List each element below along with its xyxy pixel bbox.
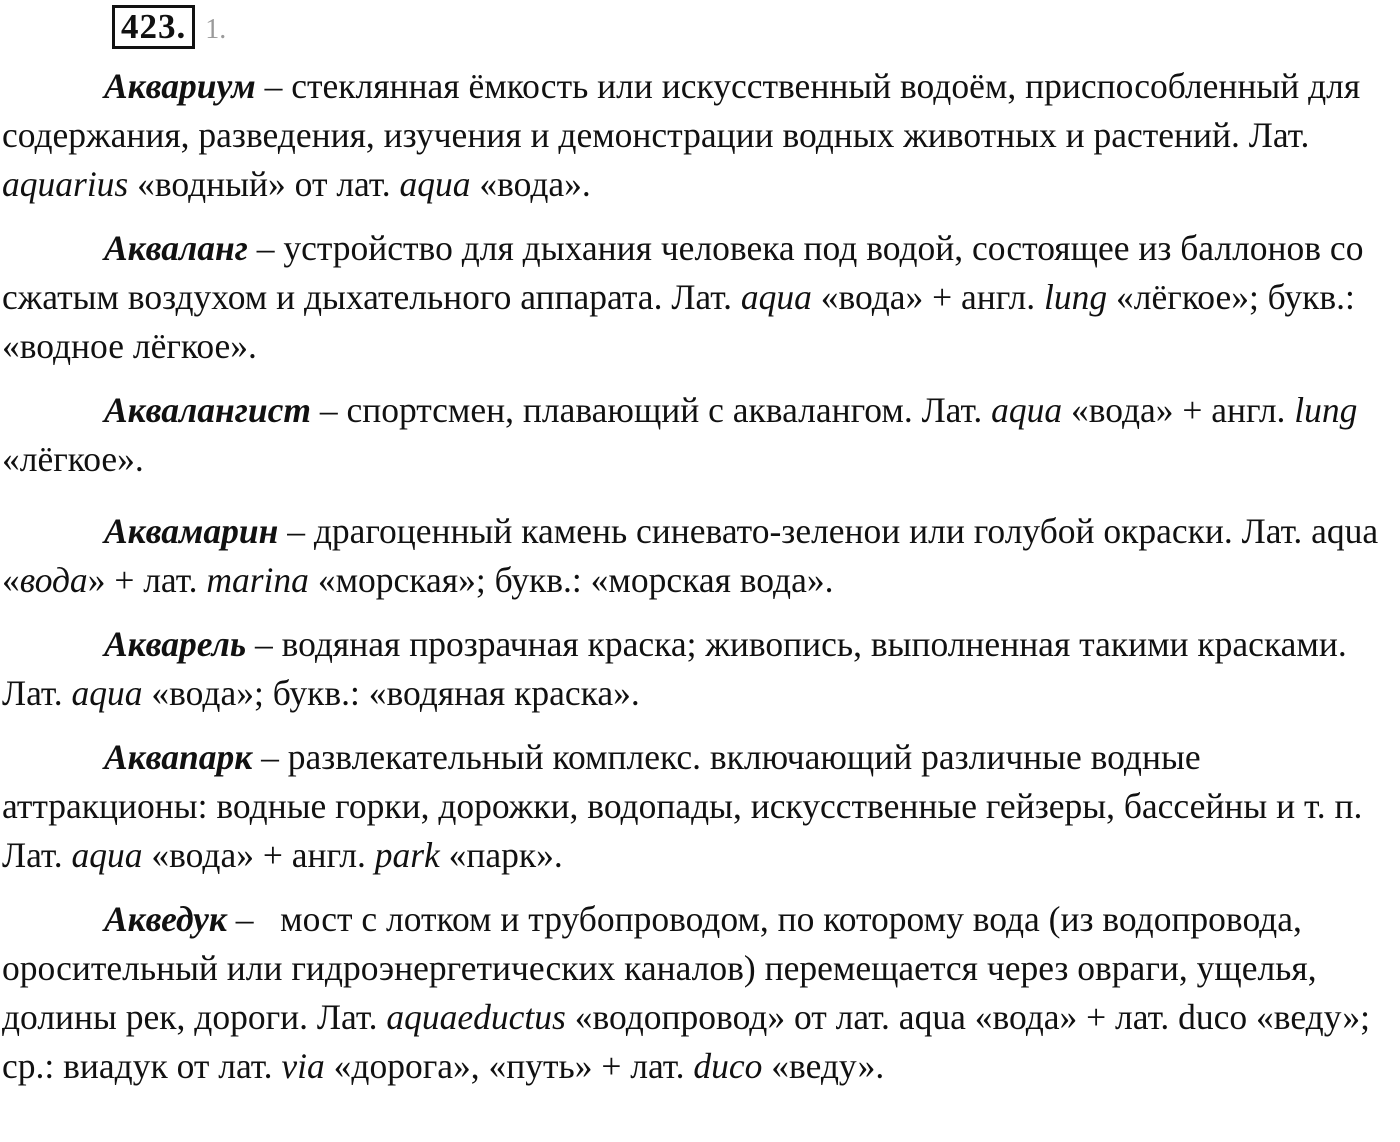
exercise-subnumber: 1. [205,14,227,45]
exercise-header [112,4,226,50]
entry-term: Акведук [104,899,227,939]
exercise-number: 423. [112,5,195,49]
entry-akveduk: Акведук – мост с лотком и трубопроводом, по которому вода (из водопровода, оросительный или гидроэнергетических каналов) перемещается через овраги, ущелья, долины рек, дороги. Лат. aquaeductus «водопровод» от лат. aqua «вода» + лат. duco «веду»; ср.: виадук от лат. via «дорога», «путь» + лат. duco «веду». [2,899,1370,1086]
entry-akvamarin: Аквамарин – драгоценный камень синевато-зеленои или голубой окраски. Лат. aqua «вода» + лат. marina «морская»; букв.: «морская вода». [2,511,1379,600]
dictionary-entries [2,62,1398,1091]
entry-term: Аквалангист [104,390,311,430]
entry-term: Аквариум [104,66,256,106]
entry-term: Аквамарин [104,511,279,551]
entry-term: Акваланг [104,228,248,268]
entry-akvapark: Аквапарк – развлекательный комплекс. включающий различные водные аттракционы: водные горки, дорожки, водопады, искусственные гейзеры, бассейны и т. п. Лат. aqua «вода» + англ. park «парк». [2,737,1363,875]
entry-akvarium: Аквариум – стеклянная ёмкость или искусственный водоём, приспособленный для содержания, разведения, изучения и демонстрации водных животных и растений. Лат. aquarius «водный» от лат. aqua «вода». [2,66,1361,204]
entry-akvalang: Акваланг – устройство для дыхания человека под водой, состоящее из баллонов со сжатым воздухом и дыхательного аппарата. Лат. aqua «вода» + англ. lung «лёгкое»; букв.: «водное лёгкое». [2,228,1364,366]
entry-akvarel: Акварель – водяная прозрачная краска; живопись, выполненная такими красками. Лат. aqua «вода»; букв.: «водяная краска». [2,624,1347,713]
entry-akvalangist: Аквалангист – спортсмен, плавающий с аквалангом. Лат. aqua «вода» + англ. lung «лёгкое». [2,390,1358,479]
entry-term: Акварель [104,624,247,664]
entry-term: Аквапарк [104,737,253,777]
